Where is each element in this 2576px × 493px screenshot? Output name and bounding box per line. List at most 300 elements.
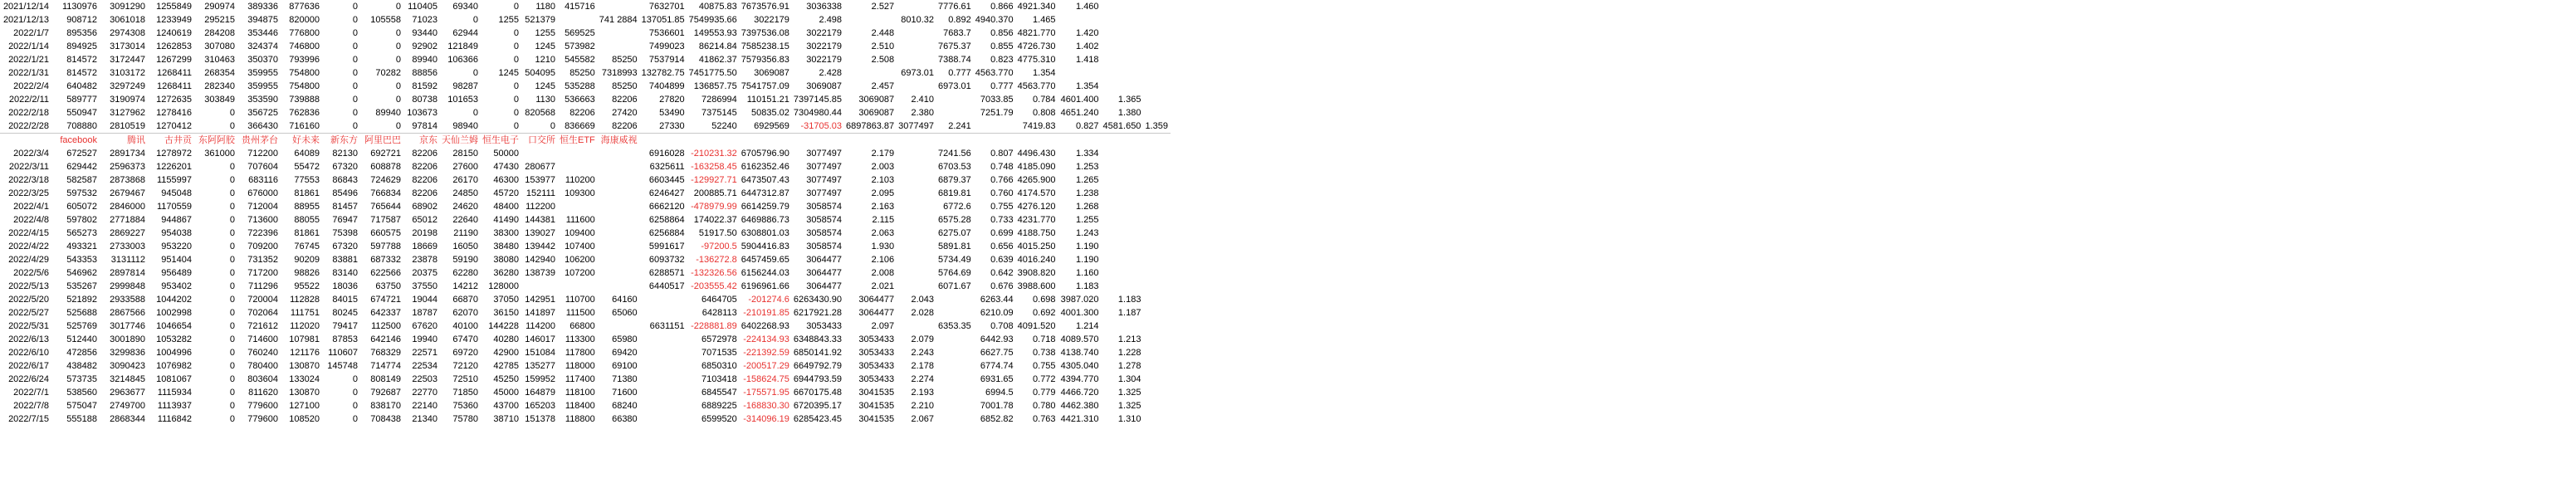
value-cell[interactable]: 4775.310 <box>1017 55 1056 65</box>
value-cell[interactable]: 6071.67 <box>938 281 971 291</box>
value-cell[interactable]: 714600 <box>247 334 278 344</box>
table-row[interactable] <box>0 160 1171 173</box>
value-cell[interactable]: 6440517 <box>648 281 685 291</box>
value-cell[interactable]: 113300 <box>565 334 595 344</box>
value-cell[interactable]: 4174.570 <box>1017 188 1056 198</box>
table-row[interactable] <box>0 93 1171 106</box>
value-cell[interactable]: 3077497 <box>898 121 934 131</box>
value-cell[interactable]: 136857.75 <box>693 81 737 91</box>
value-cell[interactable]: 7541757.09 <box>741 81 789 91</box>
table-row[interactable] <box>0 120 1171 134</box>
date-cell[interactable]: 2022/5/20 <box>8 295 49 305</box>
value-cell[interactable]: 1.255 <box>1076 215 1099 225</box>
value-cell[interactable]: 779600 <box>247 401 278 411</box>
column-header-cell[interactable]: facebook <box>60 135 97 145</box>
value-cell[interactable]: 6929569 <box>754 121 789 131</box>
value-cell[interactable]: 85496 <box>332 188 358 198</box>
value-cell[interactable]: 521379 <box>525 15 555 25</box>
value-cell[interactable]: 6353.35 <box>938 321 971 331</box>
value-cell[interactable]: 597788 <box>370 242 401 251</box>
value-cell[interactable]: 2999848 <box>110 281 145 291</box>
value-cell[interactable]: 7499023 <box>648 41 685 51</box>
value-cell[interactable]: 6973.01 <box>901 68 934 78</box>
value-cell[interactable]: 165203 <box>525 401 555 411</box>
value-cell[interactable]: 82206 <box>412 175 437 185</box>
value-cell[interactable]: 5764.69 <box>938 268 971 278</box>
value-cell[interactable]: 149553.93 <box>693 28 737 38</box>
value-cell[interactable]: 3058574 <box>806 202 843 212</box>
value-cell[interactable]: 0.755 <box>1033 361 1056 371</box>
value-cell[interactable]: 66800 <box>569 321 595 331</box>
value-cell[interactable]: 550947 <box>66 108 97 118</box>
empty-cell[interactable] <box>521 280 558 293</box>
date-cell[interactable]: 2022/3/4 <box>13 149 49 159</box>
value-cell[interactable]: 0.784 <box>1033 95 1056 105</box>
value-cell[interactable]: 1.334 <box>1076 149 1099 159</box>
value-cell[interactable]: -478979.99 <box>691 202 737 212</box>
empty-cell[interactable] <box>1102 227 1144 240</box>
value-cell[interactable]: 0.777 <box>990 81 1014 91</box>
value-cell[interactable]: 0 <box>352 68 358 78</box>
value-cell[interactable]: 6627.75 <box>980 348 1014 358</box>
value-cell[interactable]: 0 <box>395 121 401 131</box>
empty-cell[interactable] <box>1102 13 1144 27</box>
value-cell[interactable]: 98940 <box>452 121 478 131</box>
empty-cell[interactable] <box>558 147 598 160</box>
value-cell[interactable]: 521892 <box>66 295 97 305</box>
value-cell[interactable]: 6442.93 <box>980 334 1014 344</box>
value-cell[interactable]: 2.498 <box>819 15 843 25</box>
value-cell[interactable]: 128000 <box>488 281 519 291</box>
value-cell[interactable]: 622566 <box>370 268 401 278</box>
value-cell[interactable]: -31705.03 <box>800 121 843 131</box>
value-cell[interactable]: 7776.61 <box>938 2 971 12</box>
value-cell[interactable]: 6210.09 <box>980 308 1014 318</box>
value-cell[interactable]: 366430 <box>247 121 278 131</box>
value-cell[interactable]: 692721 <box>370 149 401 159</box>
value-cell[interactable]: 1.359 <box>1145 121 1168 131</box>
value-cell[interactable]: 672527 <box>66 149 97 159</box>
value-cell[interactable]: 1.187 <box>1117 308 1141 318</box>
value-cell[interactable]: 7304980.44 <box>793 108 843 118</box>
value-cell[interactable]: 5991617 <box>648 242 685 251</box>
value-cell[interactable]: 0 <box>352 374 358 384</box>
value-cell[interactable]: 820568 <box>525 108 555 118</box>
value-cell[interactable]: 0.755 <box>990 202 1014 212</box>
empty-cell[interactable] <box>897 160 936 173</box>
value-cell[interactable]: 0 <box>513 41 519 51</box>
value-cell[interactable]: 709200 <box>247 242 278 251</box>
value-cell[interactable]: 83140 <box>332 268 358 278</box>
value-cell[interactable]: 6720395.17 <box>793 401 843 411</box>
value-cell[interactable]: 0.856 <box>990 28 1014 38</box>
empty-cell[interactable] <box>936 346 974 359</box>
value-cell[interactable]: 27420 <box>612 108 638 118</box>
value-cell[interactable]: 112020 <box>290 321 320 331</box>
date-cell[interactable]: 2022/4/29 <box>8 255 49 265</box>
value-cell[interactable]: 711296 <box>248 281 278 291</box>
value-cell[interactable]: -210191.85 <box>743 308 789 318</box>
value-cell[interactable]: 0 <box>472 108 478 118</box>
value-cell[interactable]: 76947 <box>332 215 358 225</box>
value-cell[interactable]: 3058574 <box>806 215 843 225</box>
value-cell[interactable]: 3103172 <box>110 68 145 78</box>
value-cell[interactable]: 1245 <box>535 81 555 91</box>
value-cell[interactable]: 38300 <box>493 228 519 238</box>
value-cell[interactable]: 22140 <box>412 401 437 411</box>
table-row[interactable] <box>0 320 1171 333</box>
value-cell[interactable]: 151378 <box>525 414 555 424</box>
column-header-cell[interactable]: 腾讯 <box>127 135 145 145</box>
value-cell[interactable]: 7375145 <box>701 108 737 118</box>
table-row[interactable] <box>0 106 1171 120</box>
value-cell[interactable]: 536663 <box>565 95 595 105</box>
empty-cell[interactable] <box>640 399 687 412</box>
value-cell[interactable]: 2.241 <box>948 121 971 131</box>
value-cell[interactable]: 0 <box>472 15 478 25</box>
value-cell[interactable]: 70282 <box>375 68 401 78</box>
value-cell[interactable]: 1.354 <box>1033 68 1056 78</box>
empty-cell[interactable] <box>598 213 640 227</box>
value-cell[interactable]: 0.892 <box>948 15 971 25</box>
value-cell[interactable]: 3077497 <box>806 162 843 172</box>
value-cell[interactable]: 130870 <box>289 361 320 371</box>
value-cell[interactable]: 63750 <box>375 281 401 291</box>
value-cell[interactable]: 7675.37 <box>938 41 971 51</box>
value-cell[interactable]: 127100 <box>289 401 320 411</box>
value-cell[interactable]: 3988.600 <box>1017 281 1056 291</box>
empty-cell[interactable] <box>558 160 598 173</box>
table-row[interactable] <box>0 373 1171 386</box>
empty-cell[interactable] <box>558 280 598 293</box>
value-cell[interactable]: 65060 <box>612 308 638 318</box>
value-cell[interactable]: 676000 <box>247 188 278 198</box>
value-cell[interactable]: 6217921.28 <box>793 308 843 318</box>
date-cell[interactable]: 2022/1/21 <box>8 55 49 65</box>
value-cell[interactable]: 2.097 <box>871 321 895 331</box>
value-cell[interactable]: 80245 <box>332 308 358 318</box>
value-cell[interactable]: 0 <box>352 2 358 12</box>
empty-cell[interactable] <box>640 333 687 346</box>
column-header-cell[interactable]: 阿里巴巴 <box>364 135 401 145</box>
value-cell[interactable]: 716160 <box>289 121 320 131</box>
value-cell[interactable]: 1046654 <box>156 321 192 331</box>
empty-cell[interactable] <box>897 280 936 293</box>
value-cell[interactable]: 3173014 <box>110 41 145 51</box>
value-cell[interactable]: 0 <box>229 348 235 358</box>
value-cell[interactable]: 112828 <box>290 295 320 305</box>
value-cell[interactable]: 59190 <box>452 255 478 265</box>
value-cell[interactable]: 200885.71 <box>693 188 737 198</box>
column-header-cell[interactable]: 古井贡 <box>164 135 192 145</box>
value-cell[interactable]: 1155997 <box>156 175 192 185</box>
value-cell[interactable]: 1113937 <box>157 401 192 411</box>
value-cell[interactable]: 2869227 <box>110 228 145 238</box>
value-cell[interactable]: 1076982 <box>156 361 192 371</box>
value-cell[interactable]: 38710 <box>493 414 519 424</box>
value-cell[interactable]: 2810519 <box>110 121 145 131</box>
value-cell[interactable]: 0.866 <box>990 2 1014 12</box>
value-cell[interactable]: 4466.720 <box>1060 388 1099 398</box>
date-cell[interactable]: 2022/4/1 <box>13 202 49 212</box>
value-cell[interactable]: -132326.56 <box>691 268 737 278</box>
value-cell[interactable]: 110700 <box>565 295 595 305</box>
value-cell[interactable]: 1170559 <box>156 202 192 212</box>
value-cell[interactable]: 42785 <box>493 361 519 371</box>
value-cell[interactable]: 67470 <box>452 334 478 344</box>
value-cell[interactable]: 132782.75 <box>641 68 685 78</box>
value-cell[interactable]: 22534 <box>412 361 437 371</box>
value-cell[interactable]: 81457 <box>332 202 358 212</box>
value-cell[interactable]: -136272.8 <box>696 255 737 265</box>
value-cell[interactable]: 4231.770 <box>1017 215 1056 225</box>
value-cell[interactable]: 2.210 <box>911 401 934 411</box>
value-cell[interactable]: 4305.040 <box>1060 361 1099 371</box>
table-row[interactable] <box>0 266 1171 280</box>
value-cell[interactable]: 597802 <box>66 215 97 225</box>
value-cell[interactable]: 642146 <box>370 334 401 344</box>
value-cell[interactable]: 98826 <box>294 268 320 278</box>
empty-cell[interactable] <box>974 134 1016 148</box>
column-header-cell[interactable]: 口交所 <box>528 135 555 145</box>
value-cell[interactable]: 111751 <box>290 308 320 318</box>
value-cell[interactable]: 895356 <box>66 28 97 38</box>
value-cell[interactable]: 6852.82 <box>980 414 1014 424</box>
value-cell[interactable]: 36280 <box>493 268 519 278</box>
value-cell[interactable]: 1.402 <box>1076 41 1099 51</box>
value-cell[interactable]: 3058574 <box>806 242 843 251</box>
value-cell[interactable]: 0 <box>229 321 235 331</box>
value-cell[interactable]: 88856 <box>412 68 437 78</box>
value-cell[interactable]: 6473507.43 <box>741 175 789 185</box>
empty-cell[interactable] <box>936 134 974 148</box>
value-cell[interactable]: 1004996 <box>156 348 192 358</box>
value-cell[interactable]: 4651.240 <box>1060 108 1099 118</box>
value-cell[interactable]: 164879 <box>525 388 555 398</box>
empty-cell[interactable] <box>936 412 974 426</box>
value-cell[interactable]: 0 <box>229 202 235 212</box>
value-cell[interactable]: 75780 <box>452 414 478 424</box>
empty-cell[interactable] <box>897 173 936 187</box>
value-cell[interactable]: 708438 <box>370 414 401 424</box>
empty-cell[interactable] <box>936 386 974 399</box>
empty-cell[interactable] <box>558 13 598 27</box>
value-cell[interactable]: 512440 <box>66 334 97 344</box>
empty-cell[interactable] <box>1102 134 1144 148</box>
value-cell[interactable]: 1.354 <box>1076 81 1099 91</box>
value-cell[interactable]: 38080 <box>493 255 519 265</box>
value-cell[interactable]: 7318993 <box>601 68 638 78</box>
value-cell[interactable]: 1.418 <box>1076 55 1099 65</box>
value-cell[interactable]: 1267299 <box>156 55 192 65</box>
date-cell[interactable]: 2022/5/6 <box>13 268 49 278</box>
value-cell[interactable]: 6162352.46 <box>741 162 789 172</box>
value-cell[interactable]: 53490 <box>659 108 685 118</box>
value-cell[interactable]: 38480 <box>493 242 519 251</box>
value-cell[interactable]: 0.708 <box>990 321 1014 331</box>
value-cell[interactable]: 1240619 <box>156 28 192 38</box>
table-row[interactable] <box>0 134 1171 148</box>
value-cell[interactable]: 18669 <box>412 242 437 251</box>
column-header-cell[interactable]: 贵州茅台 <box>242 135 278 145</box>
table-row[interactable] <box>0 306 1171 320</box>
value-cell[interactable]: 6916028 <box>648 149 685 159</box>
empty-cell[interactable] <box>897 134 936 148</box>
value-cell[interactable]: 84015 <box>332 295 358 305</box>
value-cell[interactable]: 37550 <box>412 281 437 291</box>
column-header-cell[interactable]: 好未来 <box>292 135 320 145</box>
value-cell[interactable]: 2873868 <box>110 175 145 185</box>
value-cell[interactable]: 956489 <box>161 268 192 278</box>
value-cell[interactable]: 4138.740 <box>1060 348 1099 358</box>
value-cell[interactable]: 1.365 <box>1117 95 1141 105</box>
value-cell[interactable]: 0 <box>395 81 401 91</box>
value-cell[interactable]: 6879.37 <box>938 175 971 185</box>
value-cell[interactable]: 2.008 <box>871 268 895 278</box>
value-cell[interactable]: 144228 <box>488 321 519 331</box>
value-cell[interactable]: 3214845 <box>110 374 145 384</box>
value-cell[interactable]: 2.243 <box>911 348 934 358</box>
value-cell[interactable]: 3017746 <box>110 321 145 331</box>
column-header-cell[interactable]: 海康威视 <box>600 135 638 145</box>
value-cell[interactable]: 4265.900 <box>1017 175 1056 185</box>
value-cell[interactable]: 504095 <box>525 68 555 78</box>
value-cell[interactable]: 6402268.93 <box>741 321 789 331</box>
value-cell[interactable]: -200517.29 <box>743 361 789 371</box>
value-cell[interactable]: 93440 <box>412 28 437 38</box>
value-cell[interactable]: 82206 <box>612 95 638 105</box>
empty-cell[interactable] <box>598 187 640 200</box>
value-cell[interactable]: 110200 <box>565 175 595 185</box>
empty-cell[interactable] <box>640 373 687 386</box>
value-cell[interactable]: 82206 <box>412 162 437 172</box>
empty-cell[interactable] <box>897 27 936 40</box>
empty-cell[interactable] <box>598 253 640 266</box>
value-cell[interactable]: 6850310 <box>701 361 737 371</box>
empty-cell[interactable] <box>897 266 936 280</box>
empty-cell[interactable] <box>936 333 974 346</box>
empty-cell[interactable] <box>792 134 844 148</box>
value-cell[interactable]: 0.718 <box>1033 334 1056 344</box>
value-cell[interactable]: 7673576.91 <box>741 2 789 12</box>
date-cell[interactable]: 2022/6/17 <box>8 361 49 371</box>
value-cell[interactable]: 0 <box>229 215 235 225</box>
value-cell[interactable]: 82206 <box>412 149 437 159</box>
column-header-cell[interactable]: 恒生电子 <box>482 135 519 145</box>
value-cell[interactable]: 629442 <box>66 162 97 172</box>
value-cell[interactable]: 47430 <box>493 162 519 172</box>
value-cell[interactable]: 538560 <box>66 388 97 398</box>
value-cell[interactable]: 2.063 <box>871 228 895 238</box>
value-cell[interactable]: 65980 <box>612 334 638 344</box>
value-cell[interactable]: 1245 <box>535 41 555 51</box>
value-cell[interactable]: 6614259.79 <box>741 202 789 212</box>
value-cell[interactable]: 67320 <box>332 162 358 172</box>
value-cell[interactable]: 7071535 <box>701 348 737 358</box>
value-cell[interactable]: 4726.730 <box>1017 41 1056 51</box>
table-row[interactable] <box>0 227 1171 240</box>
table-row[interactable] <box>0 293 1171 306</box>
value-cell[interactable]: 46300 <box>493 175 519 185</box>
value-cell[interactable]: 472856 <box>66 348 97 358</box>
empty-cell[interactable] <box>640 306 687 320</box>
value-cell[interactable]: 1.268 <box>1076 202 1099 212</box>
value-cell[interactable]: 0 <box>229 175 235 185</box>
value-cell[interactable]: 0 <box>229 268 235 278</box>
value-cell[interactable]: 525688 <box>66 308 97 318</box>
date-cell[interactable]: 2022/2/28 <box>8 121 49 131</box>
value-cell[interactable]: 50835.02 <box>751 108 789 118</box>
value-cell[interactable]: 814572 <box>66 55 97 65</box>
value-cell[interactable]: 605072 <box>66 202 97 212</box>
value-cell[interactable]: 139027 <box>525 228 555 238</box>
value-cell[interactable]: 142940 <box>525 255 555 265</box>
empty-cell[interactable] <box>897 213 936 227</box>
value-cell[interactable]: 2.067 <box>911 414 934 424</box>
empty-cell[interactable] <box>1102 27 1144 40</box>
empty-cell[interactable] <box>936 359 974 373</box>
value-cell[interactable]: 6256884 <box>648 228 685 238</box>
value-cell[interactable]: 3069087 <box>858 95 895 105</box>
empty-cell[interactable] <box>897 80 936 93</box>
value-cell[interactable]: 2733003 <box>110 242 145 251</box>
value-cell[interactable]: 1255 <box>498 15 519 25</box>
date-cell[interactable]: 2022/5/13 <box>8 281 49 291</box>
value-cell[interactable]: 683116 <box>248 175 278 185</box>
value-cell[interactable]: 2.021 <box>871 281 895 291</box>
empty-cell[interactable] <box>936 106 974 120</box>
value-cell[interactable]: 4601.400 <box>1060 95 1099 105</box>
value-cell[interactable]: 0 <box>229 295 235 305</box>
value-cell[interactable]: 3297249 <box>110 81 145 91</box>
value-cell[interactable]: 1245 <box>498 68 519 78</box>
empty-cell[interactable] <box>1102 280 1144 293</box>
value-cell[interactable]: 0.738 <box>1033 348 1056 358</box>
value-cell[interactable]: 2.179 <box>871 149 895 159</box>
value-cell[interactable]: 6845547 <box>701 388 737 398</box>
value-cell[interactable]: 21340 <box>412 414 437 424</box>
value-cell[interactable]: 4089.570 <box>1060 334 1099 344</box>
value-cell[interactable]: 40100 <box>452 321 478 331</box>
value-cell[interactable]: 1.213 <box>1117 334 1141 344</box>
value-cell[interactable]: 714774 <box>370 361 401 371</box>
value-cell[interactable]: 573735 <box>66 374 97 384</box>
value-cell[interactable]: 45000 <box>493 388 519 398</box>
empty-cell[interactable] <box>640 359 687 373</box>
value-cell[interactable]: 112200 <box>525 202 555 212</box>
value-cell[interactable]: 1.214 <box>1076 321 1099 331</box>
value-cell[interactable]: 1.325 <box>1117 401 1141 411</box>
value-cell[interactable]: 7397536.08 <box>741 28 789 38</box>
value-cell[interactable]: 26170 <box>452 175 478 185</box>
value-cell[interactable]: 0 <box>352 121 358 131</box>
table-row[interactable] <box>0 187 1171 200</box>
value-cell[interactable]: 71850 <box>452 388 478 398</box>
value-cell[interactable]: -97200.5 <box>701 242 737 251</box>
value-cell[interactable]: 1.243 <box>1076 228 1099 238</box>
value-cell[interactable]: 117800 <box>565 348 595 358</box>
value-cell[interactable]: 1130 <box>535 95 555 105</box>
value-cell[interactable]: 1268411 <box>156 68 192 78</box>
value-cell[interactable]: 535267 <box>66 281 97 291</box>
value-cell[interactable]: 6258864 <box>648 215 685 225</box>
value-cell[interactable]: 2.115 <box>872 215 895 225</box>
value-cell[interactable]: 953220 <box>161 242 192 251</box>
value-cell[interactable]: 0.748 <box>990 162 1014 172</box>
date-cell[interactable]: 2022/7/15 <box>8 414 49 424</box>
value-cell[interactable]: 97814 <box>412 121 437 131</box>
value-cell[interactable]: 1272635 <box>156 95 192 105</box>
